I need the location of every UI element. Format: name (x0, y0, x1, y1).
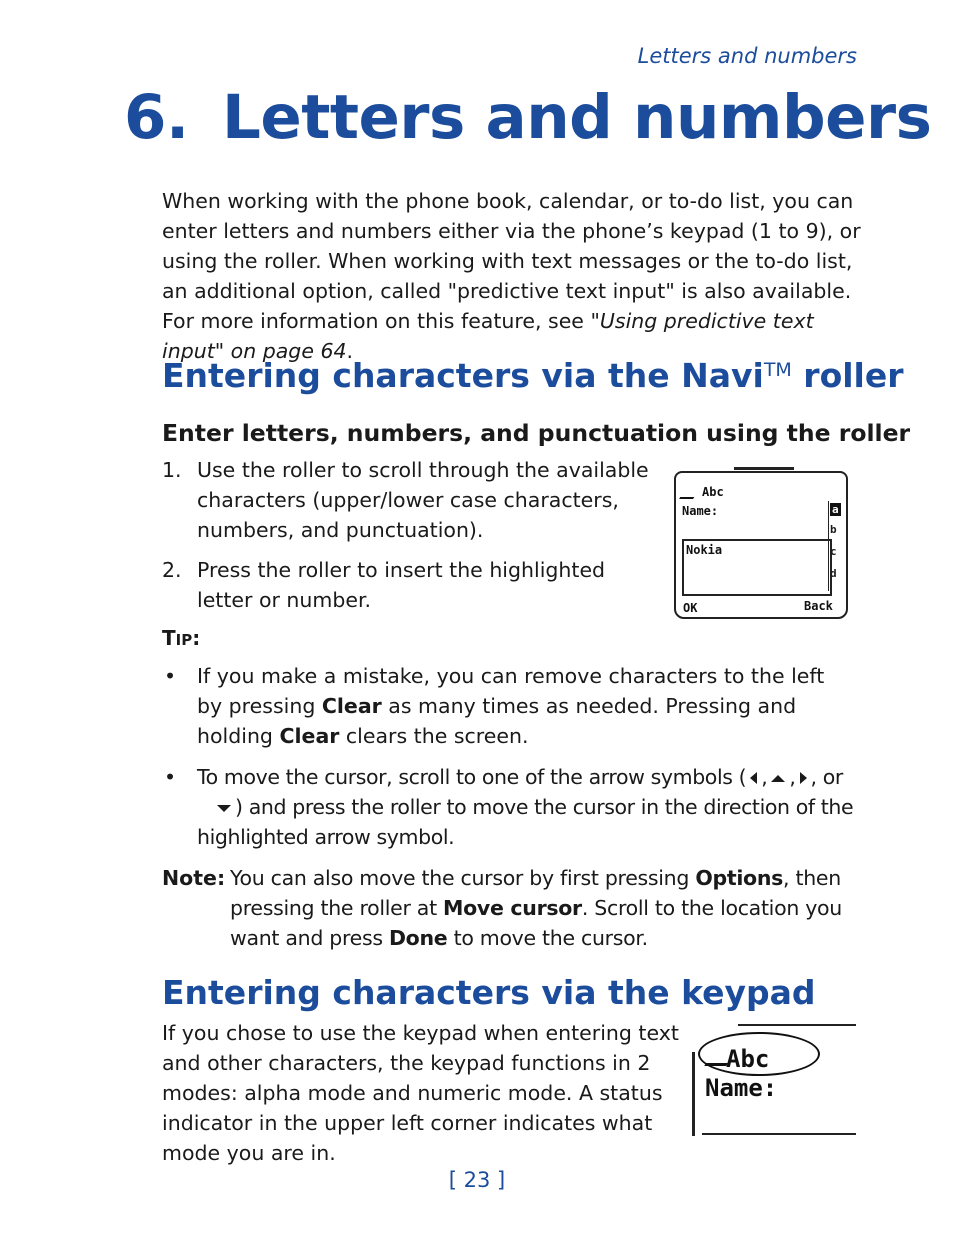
chapter-title-text: Letters and numbers (222, 82, 932, 153)
text-run: ) (235, 795, 243, 819)
step-text: Use the roller to scroll through the available characters (upper/lower case characters, numbers, and punctuation). (197, 458, 649, 542)
note-text (230, 863, 856, 953)
menu-name: Move cursor (443, 896, 582, 920)
field-label: Name: (682, 504, 719, 518)
bullet-icon: • (164, 664, 177, 688)
text-run: , (789, 765, 796, 789)
step-number: 1. (162, 458, 182, 482)
subheading-roller: Enter letters, numbers, and punctuation using the roller (162, 419, 911, 447)
step-1 (162, 455, 652, 545)
tip-label (162, 626, 200, 650)
tip-label-rest: IP (175, 631, 193, 649)
chapter-title (124, 82, 931, 153)
tip-label-colon: : (192, 626, 201, 650)
char-option: c (830, 545, 837, 558)
char-option: d (830, 567, 837, 580)
text-run: as many times as needed. Pressing and holding (197, 694, 797, 748)
text-run: , (761, 765, 768, 789)
running-header: Letters and numbers (637, 44, 857, 68)
chapter-number: 6. (124, 82, 189, 153)
bullet-text (197, 762, 854, 852)
text-run: To move the cursor, scroll to one of the arrow symbols ( (197, 765, 747, 789)
softkey-back: Back (804, 599, 833, 613)
softkey-ok: OK (683, 601, 698, 615)
text-run: You can also move the cursor by first pressing (230, 866, 696, 890)
list-item (162, 762, 854, 852)
phone-display-frame (674, 471, 848, 619)
arrow-up-icon (771, 775, 785, 782)
tip-bullets (162, 661, 854, 863)
step-text: Press the roller to insert the highlighted letter or number. (197, 558, 606, 612)
page-number: [ 23 ] (448, 1168, 506, 1192)
screen-edge (702, 1133, 856, 1135)
note-block (162, 863, 856, 953)
keypad-paragraph: If you chose to use the keypad when entering text and other characters, the keypad functions in 2 modes: alpha mode and numeric mode. A status indicator in the upper left corner indicates what mode you are in. (162, 1021, 679, 1165)
key-name: Clear (279, 724, 340, 748)
list-item (162, 661, 854, 751)
field-label: Name: (705, 1074, 778, 1102)
menu-name: Options (695, 866, 784, 890)
text-run: clears the screen. (339, 724, 529, 748)
intro-text: When working with the phone book, calendar, or to-do list, you can enter letters and numbers either via the phone’s keypad (1 to 9), or using the roller. When working with text messages or the to-do list, an additional option, called "predictive text input" is also available. For more information on this feature, see (162, 189, 861, 333)
menu-name: Done (388, 926, 448, 950)
pen-icon (679, 489, 699, 499)
key-name: Clear (321, 694, 382, 718)
intro-end: . (346, 339, 354, 363)
section-heading-navi (162, 356, 904, 395)
text-run: , or (810, 765, 843, 789)
text-run: and press the roller to move the cursor in the direction of the highlighted arrow symbol. (197, 795, 854, 849)
bullet-icon: • (164, 765, 177, 789)
intro-paragraph (162, 186, 862, 366)
highlight-oval (698, 1032, 820, 1076)
step-number: 2. (162, 558, 182, 582)
note-label: Note: (162, 866, 226, 890)
navi-title-post: roller (791, 356, 904, 395)
char-option-selected: a (832, 503, 839, 516)
field-value: Nokia (686, 543, 723, 557)
arrow-left-icon (750, 772, 757, 784)
phone-screen-roller-illustration (674, 467, 848, 618)
bullet-text (197, 661, 854, 751)
screen-edge (692, 1052, 695, 1136)
section-heading-keypad: Entering characters via the keypad (162, 973, 816, 1012)
arrow-down-icon (217, 805, 231, 812)
text-run: to move the cursor. (447, 926, 648, 950)
text-run: . Scroll to the location you want and press (230, 896, 842, 950)
steps-list (162, 455, 652, 625)
intro-xref[interactable]: "Using predictive text input" on page 64 (162, 309, 814, 363)
phone-screen-indicator-illustration (688, 1022, 856, 1140)
arrow-right-icon (800, 772, 807, 784)
screen-top-edge (734, 467, 794, 470)
tip-label-initial: T (162, 626, 176, 650)
text-run: , then pressing the roller at (230, 866, 841, 920)
trademark-mark: TM (763, 359, 792, 381)
mode-indicator: Abc (726, 1045, 770, 1073)
screen-edge (738, 1024, 856, 1026)
navi-title-pre: Entering characters via the Navi (162, 356, 764, 395)
char-option: b (830, 523, 837, 536)
text-run: If you make a mistake, you can remove characters to the left by pressing (197, 664, 825, 718)
step-2 (162, 555, 652, 615)
mode-indicator: Abc (702, 485, 724, 499)
